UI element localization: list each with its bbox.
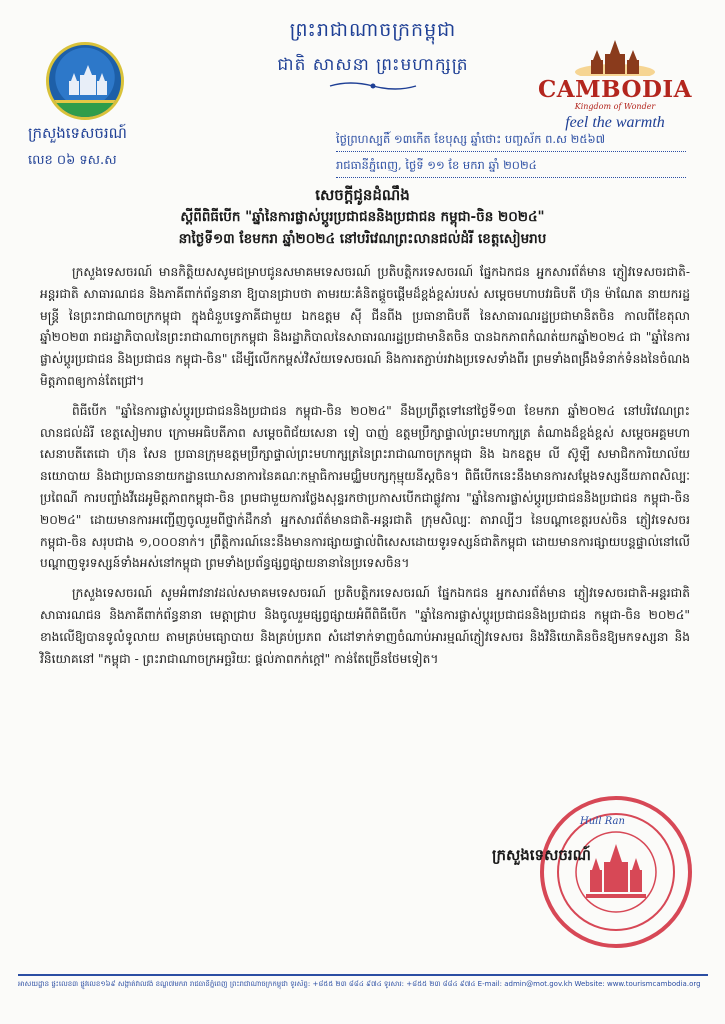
footer-contact: អាសយដ្ឋាន ផ្ទះលេខ៣ ផ្លូវលេខ១៦៩ សង្កាត់វាលវង់ ខណ្ឌ៧មករា រាជធានីភ្នំពេញ ព្រះរាជាណាចក្រកម្ពុជា ទូរស័ព្ទ: +៨៥៥ ២៣ ៨៨៤ ៩៧៤ ទូរសារ: +៨៥៥ ២៣ ៨៨៤ ៩៧៤ E-mail: admin@mot.gov.kh Website: www.tourismcambodia.org (18, 980, 701, 988)
body-paragraph-3: ក្រសួងទេសចរណ៍ សូមអំពាវនាវដល់សមាគមទេសចរណ៍ ប្រតិបត្តិករទេសចរណ៍ ផ្នែកឯកជន អ្នកសារព័ត៌មាន ភ្ញៀវទេសចរជាតិ-អន្តរជាតិ សាធារណជន និងភាគីពាក់ព័ន្ធនានា មេត្តាជ្រាប និងចូលរួមផ្សព្វផ្សាយអំពីពិធីបើក "ឆ្នាំនៃការផ្លាស់ប្តូរប្រជាជននិងប្រជាជន កម្ពុជា-ចិន ២០២៤" ខាងលើឱ្យបានទូលំទូលាយ តាមគ្រប់មធ្យោបាយ និងគ្រប់ប្រភព សំដៅទាក់ទាញចំណាប់អារម្មណ៍ភ្ញៀវទេសចរ និងវិនិយោគិនចិនឱ្យមកទស្សនា និងវិនិយោគនៅ "កម្ពុជា - ព្រះរាជាណាចក្រអច្ឆរិយៈ ផ្តល់ភាពកក់ក្តៅ" កាន់តែច្រើនថែមទៀត។ (40, 586, 690, 666)
notice-subject (40, 206, 685, 250)
letter-body (40, 262, 690, 678)
notice-title (40, 184, 685, 207)
brand-subline: Kingdom of Wonder (574, 102, 656, 111)
brand-tagline: feel the warmth (565, 114, 665, 131)
body-paragraph-1: ក្រសួងទេសចរណ៍ មានកិត្តិយសសូមជម្រាបជូនសមាគមទេសចរណ៍ ប្រតិបត្តិករទេសចរណ៍ ផ្នែកឯកជន អ្នកសារព័ត៌មាន ភ្ញៀវទេសចរជាតិ-អន្តរជាតិ សាធារណជន និងភាគីពាក់ព័ន្ធនានា ឱ្យបានជ្រាបថា តាមរយៈគំនិតផ្តួចផ្តើមដ៏ខ្ពង់ខ្ពស់របស់ សម្តេចមហាបវរធិបតី ហ៊ុន ម៉ាណែត នាយករដ្ឋមន្ត្រី នៃព្រះរាជាណាចក្រកម្ពុជា ក្នុងជំនួបទ្វេភាគីជាមួយ ឯកឧត្តម ស៊ី ជីនពីង ប្រធានាធិបតី នៃសាធារណរដ្ឋប្រជាមានិតចិន កាលពីខែតុលា ឆ្នាំ២០២៣ រាជរដ្ឋាភិបាលនៃព្រះរាជាណាចក្រកម្ពុជា និងរដ្ឋាភិបាលនៃសាធារណរដ្ឋប្រជាមានិតចិន បានឯកភាពកំណត់យកឆ្នាំ២០២៤ ជា "ឆ្នាំនៃការផ្លាស់ប្តូរប្រជាជន និងប្រជាជន កម្ពុជា-ចិន" ដើម្បីលើកកម្ពស់វិស័យទេសចរណ៍ និងការតភ្ជាប់រវាងប្រទេសទាំងពីរ ព្រមទាំងពង្រឹងទំនាក់ទំនងនៃចំណងមិត្តភាពឲ្យកាន់តែជ្រៅ។ (40, 265, 690, 388)
angkor-temple-icon (66, 65, 110, 95)
place-and-date: រាជធានីភ្នំពេញ, ថ្ងៃទី ១១ ខែ មករា ឆ្នាំ ២០២៤ (336, 158, 686, 178)
cambodia-brand-temple-icon (575, 38, 655, 76)
ministry-logo (46, 42, 124, 120)
brand-wordmark: CAMBODIA (537, 76, 693, 103)
body-paragraph-2: ពិធីបើក "ឆ្នាំនៃការផ្លាស់ប្តូរប្រជាជននិងប្រជាជន កម្ពុជា-ចិន ២០២៤" នឹងប្រព្រឹត្តទៅនៅថ្ងៃទី១៣ ខែមករា ឆ្នាំ២០២៤ នៅបរិវេណព្រះលានជល់ដំរី ខេត្តសៀមរាប ក្រោមអធិបតីភាព សម្តេចពិជ័យសេនា ទៀ បាញ់ ឧត្តមប្រឹក្សាផ្ទាល់ព្រះមហាក្សត្រ តំណាងដ៏ខ្ពង់ខ្ពស់ សម្តេចអគ្គមហាសេនាបតីតេជោ ហ៊ុន សែន ប្រធានក្រុមឧត្តមប្រឹក្សាផ្ទាល់ព្រះមហាក្សត្រនៃព្រះរាជាណាចក្រកម្ពុជា និង ឯកឧត្តម លី ស៊ូឡឺ សមាជិកការិយាល័យនយោបាយ និងជាប្រធាននាយកដ្ឋានឃោសនាការនៃគណៈកម្មាធិការមជ្ឈិមបក្សកុម្មុយនីស្តចិន។ ពិធីបើកនេះនឹងមានការសម្តែងទស្សនីយភាពសិល្បៈប្រពៃណី ការបញ្ចាំងវីដេអូមិត្តភាពកម្ពុជា-ចិន ព្រមជាមួយការថ្លែងសុន្ទរកថាប្រកាសបើកជាផ្លូវការ "ឆ្នាំនៃការផ្លាស់ប្តូរប្រជាជននិងប្រជាជន កម្ពុជា-ចិន ២០២៤" ដោយមានការអញ្ជើញចូលរួមពីថ្នាក់ដឹកនាំ អ្នកសារព័ត៌មានជាតិ-អន្តរជាតិ ក្រុមសិល្បៈ តារាល្បីៗ នៃបណ្តាខេត្តរបស់ចិន ភ្ញៀវទេសចរ កម្ពុជា-ចិន សរុបជាង ១,០០០នាក់។ ព្រឹត្តិការណ៍នេះនឹងមានការផ្សាយផ្ទាល់ពិសេសដោយទូរទស្សន៍ជាតិកម្ពុជា ដោយមានការផ្សាយបន្តផ្ទាល់នៅលើបណ្តាញទូរទស្សន៍ទាំងអស់នៅកម្ពុជា ព្រមទាំងប្រព័ន្ធផ្សព្វផ្សាយនានានៃប្រទេសចិន។ (40, 403, 690, 571)
national-motto: ជាតិ សាសនា ព្រះមហាក្សត្រ (277, 55, 469, 75)
ministry-name: ក្រសួងទេសចរណ៍ (28, 124, 127, 142)
kingdom-heading: ព្រះរាជាណាចក្រកម្ពុជា (289, 19, 457, 41)
lunar-date: ថ្ងៃព្រហស្បតិ៍ ១៣កើត ខែបុស្ស ឆ្នាំថោះ បញ្ចស័ក ព.ស ២៥៦៧ (336, 132, 686, 152)
subject-line-2: នាថ្ងៃទី១៣ ខែមករា ឆ្នាំ២០២៤ នៅបរិវេណព្រះលានជល់ដំរី ខេត្តសៀមរាប (178, 231, 547, 247)
subject-line-1: ស្តីពីពិធីបើក "ឆ្នាំនៃការផ្លាស់ប្តូរប្រជាជននិងប្រជាជន កម្ពុជា-ចិន ២០២៤" (180, 209, 545, 225)
signatory: ក្រសួងទេសចរណ៍ (492, 846, 591, 864)
notice-heading: សេចក្តីជូនដំណឹង (315, 186, 410, 204)
footer-divider (18, 974, 708, 976)
ornament-divider-icon (328, 80, 418, 92)
reference-number: លេខ ០៦ ទស.ស (28, 153, 117, 168)
handwritten-note: Hull Ran (580, 816, 625, 827)
logo-base (49, 103, 121, 117)
